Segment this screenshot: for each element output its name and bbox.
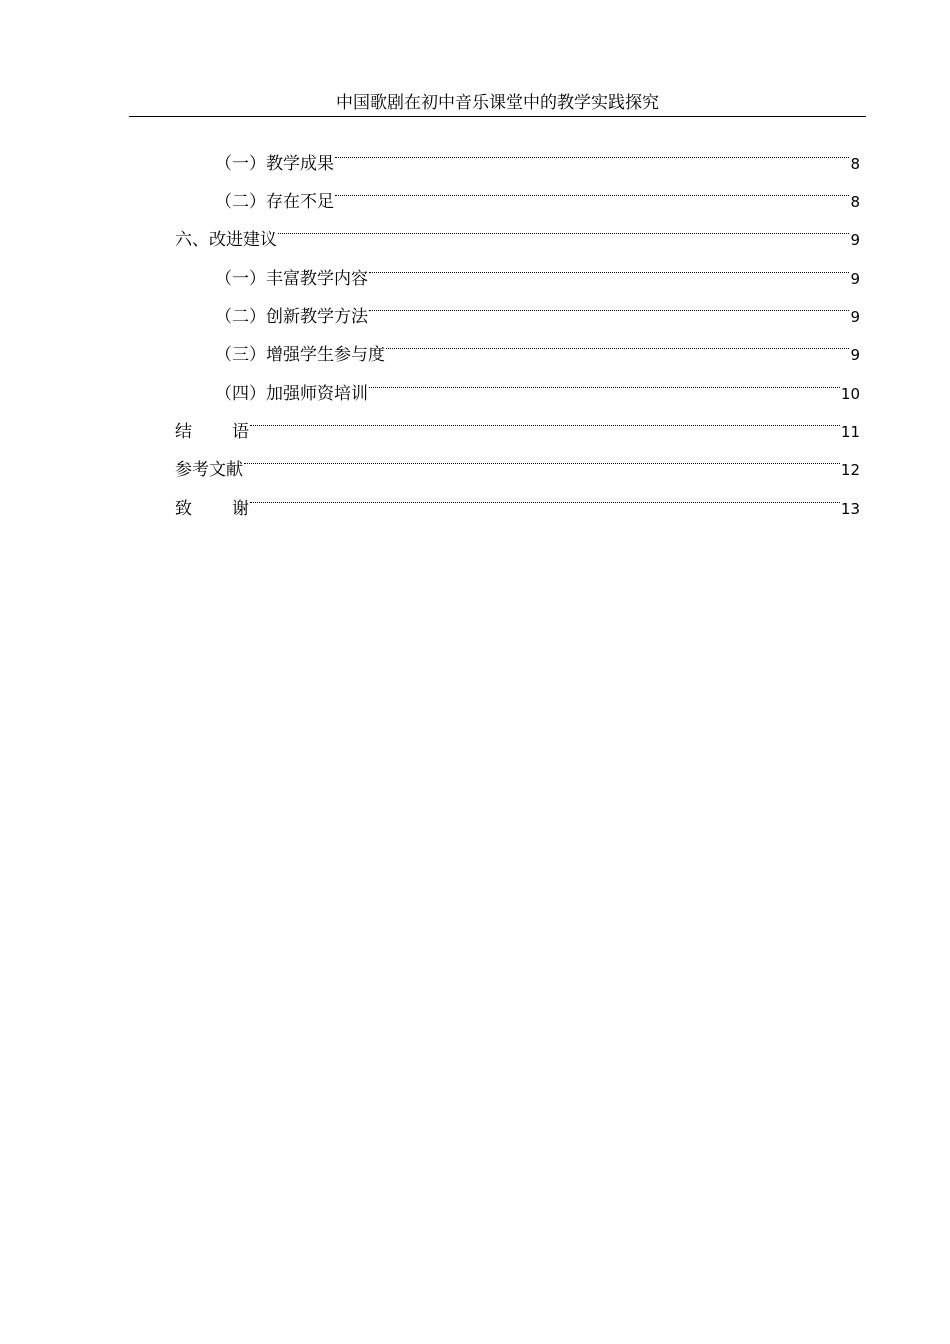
toc-entry-label: （三）增强学生参与度	[215, 345, 385, 365]
toc-entry-label: 参考文献	[175, 460, 243, 480]
toc-entry-label: （一）丰富教学内容	[215, 269, 368, 289]
toc-entry[interactable]	[175, 437, 860, 480]
toc-leader-dots	[334, 131, 850, 169]
toc-leader-dots	[334, 169, 850, 207]
toc-page-number: 9	[850, 308, 860, 326]
toc-entry[interactable]	[215, 169, 860, 212]
toc-entry[interactable]	[215, 131, 860, 174]
toc-leader-dots	[249, 476, 841, 514]
toc-entry-label: （一）教学成果	[215, 154, 334, 174]
toc-entry[interactable]	[175, 207, 860, 250]
toc-page-number: 12	[840, 461, 860, 479]
toc-leader-dots	[277, 207, 850, 245]
toc-entry[interactable]	[215, 322, 860, 365]
page-header	[129, 90, 866, 117]
toc-entry[interactable]	[175, 476, 860, 519]
toc-entry[interactable]	[175, 399, 860, 442]
toc-entry-label: 六、改进建议	[175, 230, 277, 250]
toc-page-number: 10	[840, 385, 860, 403]
toc-entry-label-char: 结	[175, 422, 192, 442]
document-title: 中国歌剧在初中音乐课堂中的教学实践探究	[336, 93, 659, 113]
toc-entry-label-char: 语	[232, 422, 249, 442]
toc-entry-label: （四）加强师资培训	[215, 384, 368, 404]
toc-leader-dots	[385, 322, 850, 360]
toc-leader-dots	[368, 246, 850, 284]
toc-leader-dots	[249, 399, 841, 437]
toc-entry-label: （二）创新教学方法	[215, 307, 368, 327]
toc-leader-dots	[243, 437, 841, 475]
toc-page-number: 13	[840, 500, 860, 518]
toc-entry[interactable]	[215, 284, 860, 327]
toc-page-number: 11	[840, 423, 860, 441]
toc-entry[interactable]	[215, 361, 860, 404]
toc-entry-label-char: 谢	[232, 499, 249, 519]
toc-leader-dots	[368, 361, 841, 399]
toc-page-number: 8	[850, 155, 860, 173]
toc-entry-label: （二）存在不足	[215, 192, 334, 212]
toc-page-number: 8	[850, 193, 860, 211]
toc-entry[interactable]	[215, 246, 860, 289]
toc-entry-label	[175, 490, 249, 528]
toc-leader-dots	[368, 284, 850, 322]
toc-page-number: 9	[850, 346, 860, 364]
toc-entry-label-char: 致	[175, 499, 192, 519]
toc-page-number: 9	[850, 270, 860, 288]
toc-page-number: 9	[850, 231, 860, 249]
